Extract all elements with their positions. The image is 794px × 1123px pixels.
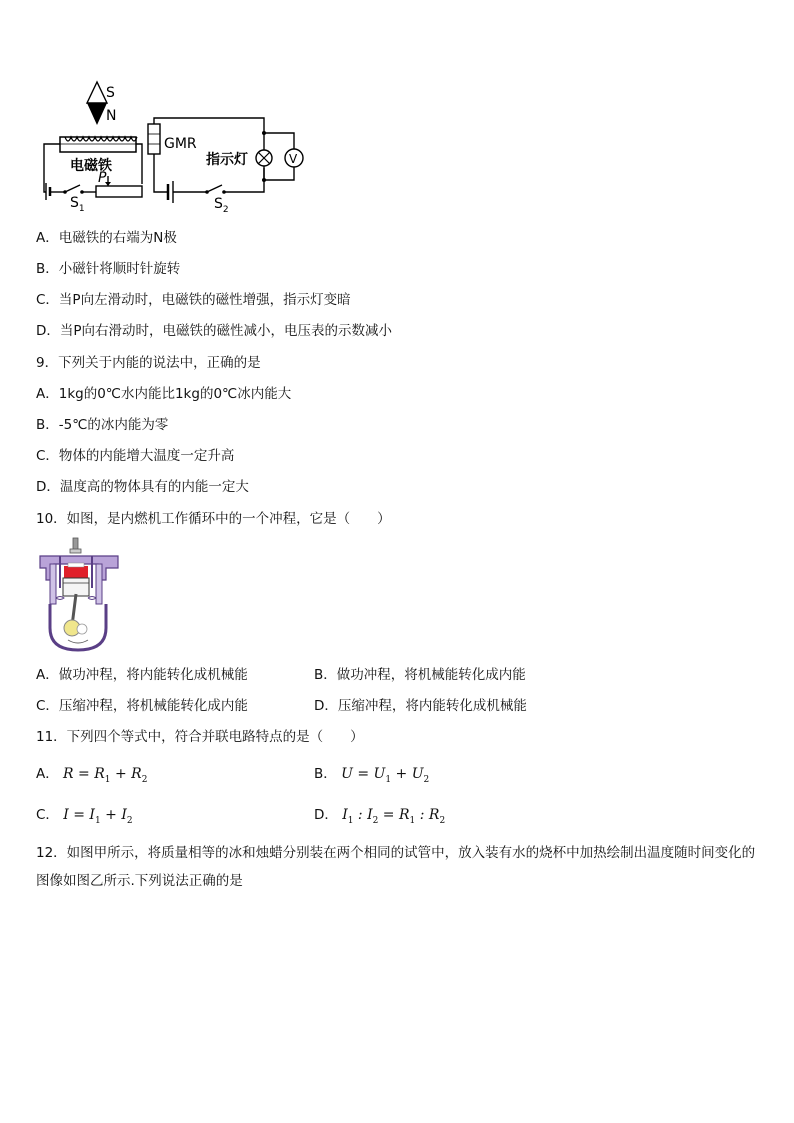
slider-label: P bbox=[98, 170, 107, 186]
indicator-label: 指示灯 bbox=[206, 152, 248, 168]
q8-option-d: D．当P向右滑动时，电磁铁的磁性减小，电压表的示数减小 bbox=[36, 323, 393, 339]
q9-option-a: A．1kg的0℃水内能比1kg的0℃冰内能大 bbox=[36, 386, 292, 402]
electromagnet-coil bbox=[60, 137, 137, 152]
voltmeter-label: V bbox=[289, 152, 298, 166]
q8-option-a: A．电磁铁的右端为N极 bbox=[36, 230, 177, 246]
q9-stem: 9．下列关于内能的说法中，正确的是 bbox=[36, 355, 261, 371]
compass-s-label: S bbox=[106, 85, 115, 101]
q9-option-d: D．温度高的物体具有的内能一定大 bbox=[36, 479, 249, 495]
engine-diagram bbox=[38, 536, 120, 652]
switch2-label: $S_2$ bbox=[214, 196, 229, 215]
q10-stem: 10．如图，是内燃机工作循环中的一个冲程，它是（ ） bbox=[36, 511, 391, 527]
circuit-diagram bbox=[36, 78, 306, 220]
q11-stem: 11．下列四个等式中，符合并联电路特点的是（ ） bbox=[36, 729, 364, 745]
q9-option-c: C．物体的内能增大温度一定升高 bbox=[36, 448, 235, 464]
q8-option-c: C．当P向左滑动时，电磁铁的磁性增强，指示灯变暗 bbox=[36, 292, 351, 308]
q11-option-d: D． $I_1$ : $I_2 = R_1$ : $R_2$ bbox=[314, 807, 446, 826]
electromagnet-label: 电磁铁 bbox=[70, 158, 112, 174]
q8-option-b: B．小磁针将顺时针旋转 bbox=[36, 261, 181, 277]
q10-option-c: C．压缩冲程，将机械能转化成内能 bbox=[36, 698, 248, 714]
q10-option-a: A．做功冲程，将内能转化成机械能 bbox=[36, 667, 248, 683]
q10-option-d: D．压缩冲程，将内能转化成机械能 bbox=[314, 698, 527, 714]
q9-option-b: B．-5℃的冰内能为零 bbox=[36, 417, 169, 433]
q12-stem: 12．如图甲所示，将质量相等的冰和烛蜡分别装在两个相同的试管中，放入装有水的烧杯中加热绘制出温度随时间变化的图像如图乙所示.下列说法正确的是 bbox=[36, 845, 756, 889]
switch1-label: $S_1$ bbox=[70, 195, 85, 214]
compass-needle-icon bbox=[87, 82, 107, 125]
q11-option-c: C． $I = I_1 + I_2$ bbox=[36, 807, 133, 826]
compass-n-label: N bbox=[106, 108, 117, 124]
q10-option-b: B．做功冲程，将机械能转化成内能 bbox=[314, 667, 526, 683]
gmr-label: GMR bbox=[164, 136, 197, 152]
q11-option-b: B． $U = U_1 + U_2$ bbox=[314, 766, 430, 785]
gmr-resistor bbox=[148, 124, 160, 154]
q11-option-a: A． $R = R_1 + R_2$ bbox=[36, 766, 148, 785]
